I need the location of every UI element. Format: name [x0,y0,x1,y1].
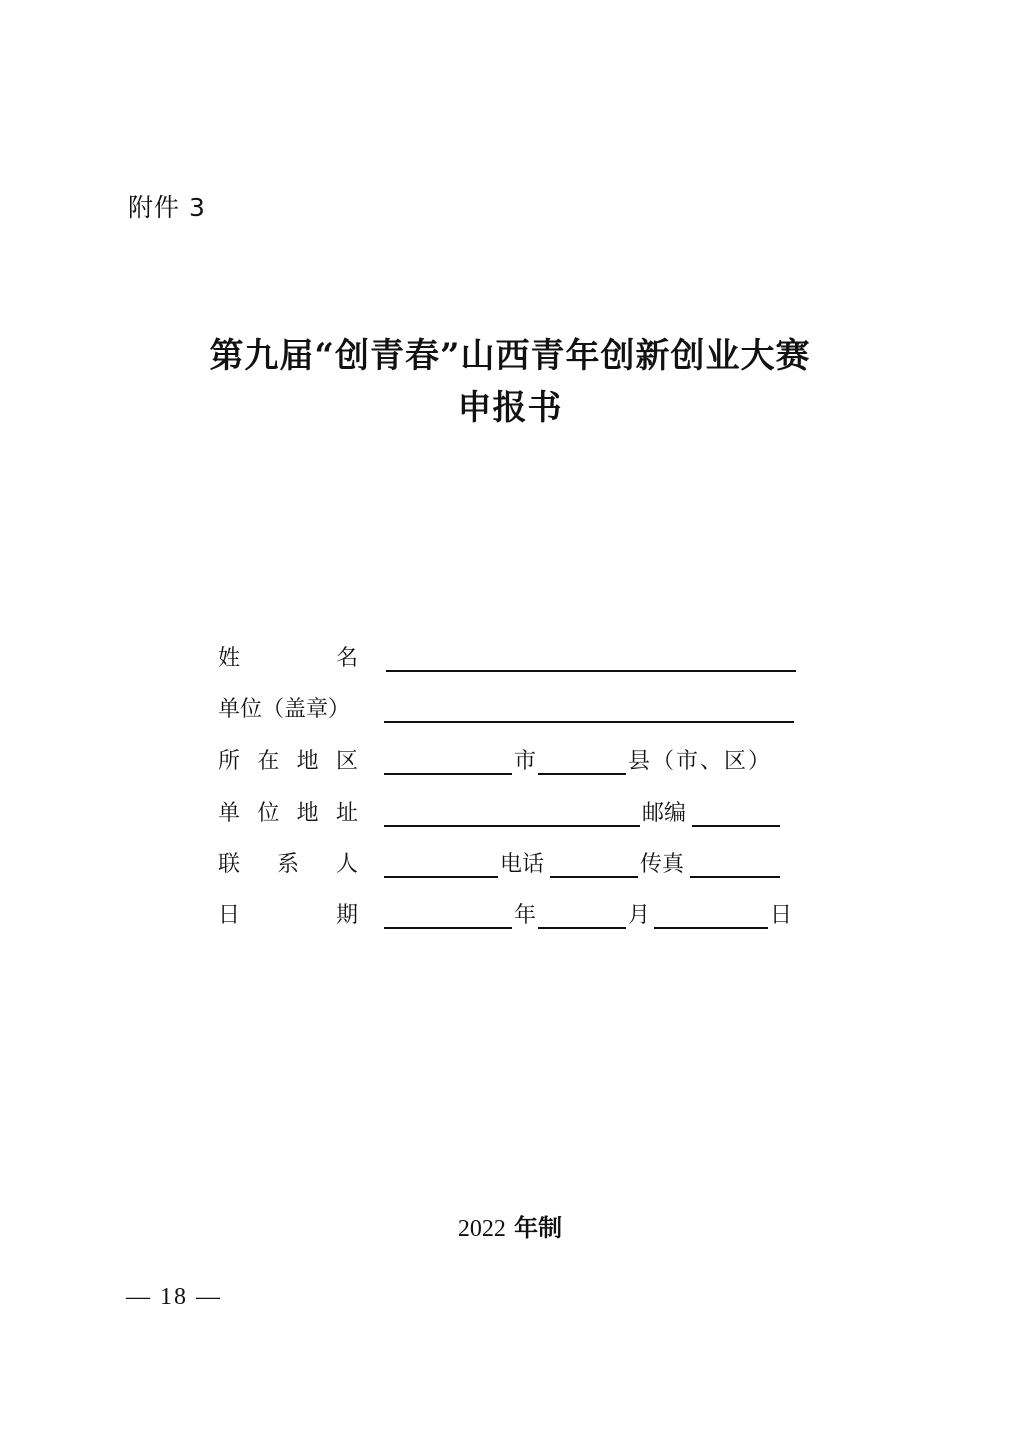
address-field[interactable] [384,825,640,827]
phone-label: 电话 [500,852,545,877]
unit-label: 单位（盖章） [218,697,351,722]
fax-label: 传真 [640,852,685,877]
day-field[interactable] [654,927,768,929]
page-subtitle: 申报书 [457,388,563,428]
month-field[interactable] [538,927,626,929]
city-label: 市 [514,749,537,774]
contact-field[interactable] [384,876,498,878]
postcode-field[interactable] [692,825,780,827]
county-field[interactable] [538,773,626,775]
contact-label: 联 系 人 [218,852,358,877]
page-title: 第九届“创青春”山西青年创新创业大赛 [209,336,811,376]
unit-field[interactable] [384,721,794,723]
name-label: 姓 名 [218,646,358,671]
month-label: 月 [628,903,651,928]
fax-field[interactable] [690,876,780,878]
county-label: 县（市、区） [628,749,773,774]
year-field[interactable] [384,927,512,929]
city-field[interactable] [384,773,512,775]
attachment-label: 附件 3 [128,193,206,222]
issue-year: 2022 年制 [457,1214,563,1242]
year-label: 年 [514,903,537,928]
phone-field[interactable] [550,876,638,878]
name-field[interactable] [386,670,796,672]
date-label: 日 期 [218,903,358,928]
page-number: — 18 — [126,1284,222,1310]
address-label: 单 位 地 址 [218,801,358,826]
postcode-label: 邮编 [642,801,687,826]
day-label: 日 [770,903,793,928]
region-label: 所 在 地 区 [218,749,358,774]
